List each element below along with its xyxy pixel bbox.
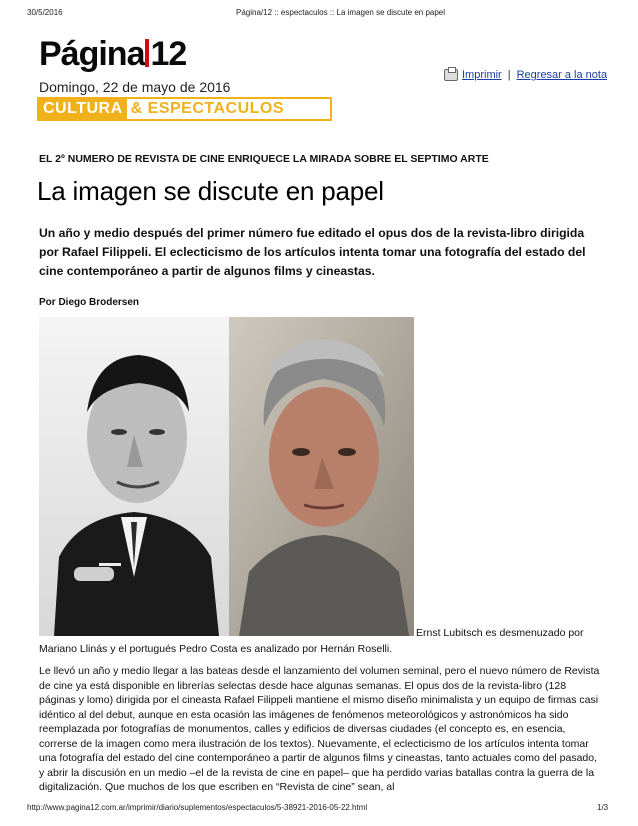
photo-caption-end: Mariano Llinás y el portugués Pedro Costa es analizado por Hernán Roselli. bbox=[39, 643, 393, 655]
article-headline: La imagen se discute en papel bbox=[37, 176, 384, 206]
print-link[interactable]: Imprimir bbox=[462, 69, 502, 81]
article-kicker: EL 2º NUMERO DE REVISTA DE CINE ENRIQUECE LA MIRADA SOBRE EL SEPTIMO ARTE bbox=[39, 153, 489, 165]
back-to-article-link[interactable]: Regresar a la nota bbox=[516, 69, 608, 81]
logo-number: 12 bbox=[150, 35, 187, 73]
print-page-number: 1/3 bbox=[597, 803, 609, 812]
edition-date: Domingo, 22 de mayo de 2016 bbox=[39, 79, 231, 95]
printer-icon[interactable] bbox=[444, 69, 458, 81]
logo-wordmark: Página bbox=[39, 35, 145, 73]
action-separator: | bbox=[507, 69, 511, 81]
logo-separator-bar bbox=[145, 39, 149, 67]
pagina12-logo bbox=[39, 34, 189, 74]
section-label-espectaculos: & ESPECTACULOS bbox=[130, 100, 285, 117]
article-body-paragraph: Le llevó un año y medio llegar a las bateas desde el lanzamiento del volumen seminal, pero el nuevo número de Revista de cine ya está disponible en librerías selectas desde hace algunas semanas. El opus dos de la revista-libro (128 páginas y lomo) dirigida por el cineasta Rafael Filippeli mantiene el mismo diseño minimalista y un equipo de firmas casi idéntico al del debut, aunque en esta ocasión las imágenes de fenómenos meteorológicos y astronómicos ha sido reemplazada por fotografías de monumentos, calles y edificios de diversas ciudades (el concepto es, en esencia, correrse de la imagen como mera ilustración de los textos). Nuevamente, el eclecticismo de los artículos intenta tomar una fotografía del estado del cine contemporáneo a partir de algunos films y cineastas, tanto actuales como del pasado, y abrir la discusión en un medio –el de la revista de cine en papel– que ha perdido varias batallas contra la guerra de la digitalización. Que muchos de los que escriben en “Revista de cine” sean, al bbox=[39, 665, 600, 793]
article-lead: Un año y medio después del primer número fue editado el opus dos de la revista-libro dirigida por Rafael Filippeli. El eclecticismo de los artículos intenta tomar una fotografía del estado del cine contemporáneo a partir de algunos films y cineastas. bbox=[39, 226, 586, 278]
article-actions bbox=[444, 69, 607, 81]
article-byline: Por Diego Brodersen bbox=[39, 297, 140, 308]
section-label-cultura: CULTURA bbox=[39, 99, 127, 119]
section-banner bbox=[37, 97, 332, 121]
portraits-image bbox=[39, 317, 414, 636]
photo-caption-start: Ernst Lubitsch es desmenuzado por bbox=[416, 627, 584, 639]
print-url: http://www.pagina12.com.ar/imprimir/diario/suplementos/espectaculos/5-38921-2016-05-22.html bbox=[27, 803, 368, 812]
article-photo bbox=[39, 317, 414, 636]
print-date: 30/5/2016 bbox=[27, 8, 63, 17]
print-page-title: Página/12 :: espectaculos :: La imagen se discute en papel bbox=[236, 8, 446, 17]
